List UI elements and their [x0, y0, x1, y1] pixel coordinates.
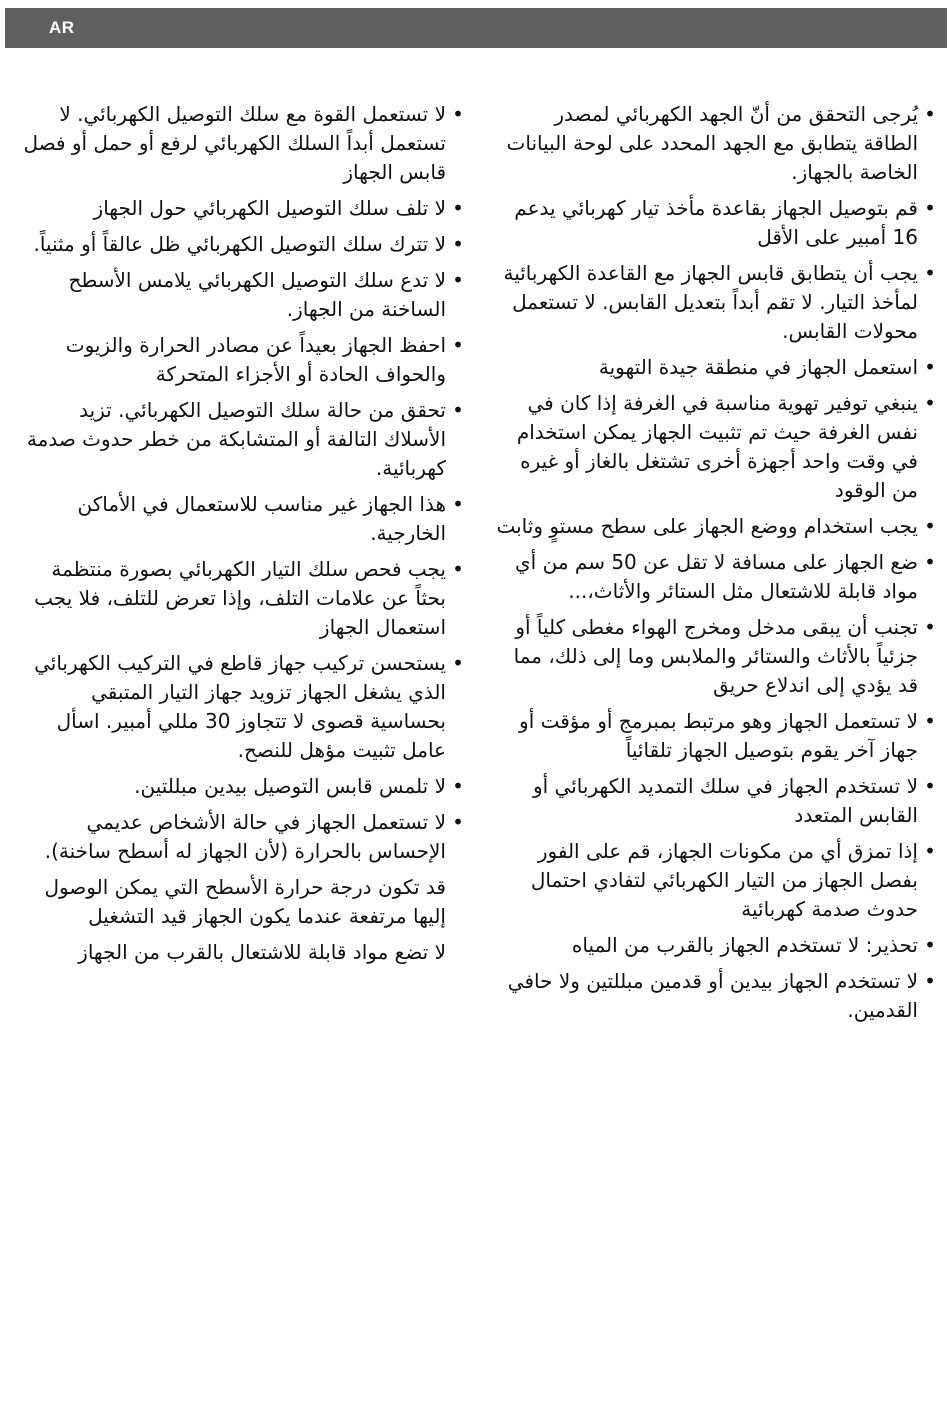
bullet-icon: • — [924, 774, 936, 798]
language-code: AR — [49, 18, 75, 37]
bullet-icon: • — [452, 774, 464, 798]
list-item — [496, 548, 936, 606]
bullet-icon: • — [924, 839, 936, 863]
bullet-icon: • — [452, 810, 464, 834]
list-item — [16, 808, 464, 866]
bullet-icon: • — [452, 196, 464, 220]
list-item-text: يُرجى التحقق من أنّ الجهد الكهربائي لمصدر الطاقة يتطابق مع الجهد المحدد على لوحة البيانات الخاصة بالجهاز. — [506, 102, 918, 184]
bullet-icon: • — [452, 492, 464, 516]
bullet-icon: • — [452, 102, 464, 126]
bullet-icon: • — [452, 557, 464, 581]
list-item-text: لا تستعمل الجهاز في حالة الأشخاص عديمي الإحساس بالحرارة (لأن الجهاز له أسطح ساخنة). — [44, 810, 446, 863]
list-item-text: ضع الجهاز على مسافة لا تقل عن 50 سم من أي مواد قابلة للاشتعال مثل الستائر والأثاث،... — [515, 550, 918, 603]
right-column — [496, 100, 936, 1032]
list-item — [496, 512, 936, 541]
list-item-text: استعمل الجهاز في منطقة جيدة التهوية — [598, 355, 918, 379]
bullet-icon: • — [452, 268, 464, 292]
list-item-text: تجنب أن يبقى مدخل ومخرج الهواء مغطى كلياً أو جزئياً بالأثاث والستائر والملابس وما إلى ذلك، مما قد يؤدي إلى اندلاع حريق — [513, 615, 918, 697]
list-item — [496, 353, 936, 382]
list-item — [16, 649, 464, 765]
bullet-icon: • — [924, 196, 936, 220]
list-item — [496, 837, 936, 924]
list-item-text: تحذير: لا تستخدم الجهاز بالقرب من المياه — [571, 933, 918, 957]
bullet-icon: • — [924, 709, 936, 733]
header-bar — [5, 8, 947, 48]
list-item-text: يجب أن يتطابق قابس الجهاز مع القاعدة الكهربائية لمأخذ التيار. لا تقم أبداً بتعديل القابس. لا تستعمل محولات القابس. — [503, 261, 918, 343]
list-item-text: لا تلمس قابس التوصيل بيدين مبللتين. — [134, 774, 446, 798]
list-item-continuation: لا تضع مواد قابلة للاشتعال بالقرب من الجهاز — [78, 940, 446, 964]
list-item-text: لا تترك سلك التوصيل الكهربائي ظل عالقاً أو مثنياً. — [33, 232, 446, 256]
list-item-text: هذا الجهاز غير مناسب للاستعمال في الأماكن الخارجية. — [77, 492, 446, 545]
bullet-icon: • — [924, 969, 936, 993]
list-item-text: لا تلف سلك التوصيل الكهربائي حول الجهاز — [93, 196, 446, 220]
bullet-icon: • — [924, 933, 936, 957]
list-item-text: احفظ الجهاز بعيداً عن مصادر الحرارة والزيوت والحواف الحادة أو الأجزاء المتحركة — [65, 333, 446, 386]
bullet-icon: • — [924, 261, 936, 285]
list-item-text: لا تستعمل الجهاز وهو مرتبط بمبرمج أو مؤقت أو جهاز آخر يقوم بتوصيل الجهاز تلقائياً — [519, 709, 918, 762]
list-item-text: ينبغي توفير تهوية مناسبة في الغرفة إذا كان في نفس الغرفة حيث تم تثبيت الجهاز يمكن استخدام في وقت واحد أجهزة أخرى تشتغل بالغاز أو غيره من الوقود — [516, 391, 918, 502]
bullet-icon: • — [924, 615, 936, 639]
list-item — [496, 967, 936, 1025]
list-item — [496, 100, 936, 187]
list-item-text: إذا تمزق أي من مكونات الجهاز، قم على الفور بفصل الجهاز من التيار الكهربائي لتفادي احتمال حدوث صدمة كهربائية — [530, 839, 918, 921]
bullet-icon: • — [924, 355, 936, 379]
list-item — [16, 100, 464, 187]
list-item — [496, 389, 936, 505]
list-item — [496, 194, 936, 252]
list-item — [16, 555, 464, 642]
bullet-icon: • — [452, 333, 464, 357]
list-item-text: قم بتوصيل الجهاز بقاعدة مأخذ تيار كهربائي يدعم 16 أمبير على الأقل — [514, 196, 918, 249]
bullet-icon: • — [924, 514, 936, 538]
list-item-text: لا تستخدم الجهاز بيدين أو قدمين مبللتين ولا حافي القدمين. — [507, 969, 918, 1022]
list-item — [16, 396, 464, 483]
list-item-text: لا تدع سلك التوصيل الكهربائي يلامس الأسطح الساخنة من الجهاز. — [68, 268, 446, 321]
bullet-icon: • — [924, 102, 936, 126]
list-item — [496, 613, 936, 700]
list-item — [496, 259, 936, 346]
list-item-text: يجب استخدام ووضع الجهاز على سطح مستوٍ وثابت — [496, 514, 918, 538]
bullet-icon: • — [452, 398, 464, 422]
list-item — [16, 230, 464, 259]
bullet-icon: • — [452, 651, 464, 675]
list-item-text: لا تستخدم الجهاز في سلك التمديد الكهربائي أو القابس المتعدد — [532, 774, 918, 827]
list-item-text: يستحسن تركيب جهاز قاطع في التركيب الكهربائي الذي يشغل الجهاز تزويد جهاز التيار المتبقي بحساسية قصوى لا تتجاوز 30 مللي أمبير. اسأل عامل تثبيت مؤهل للنصح. — [34, 651, 446, 762]
bullet-icon: • — [452, 232, 464, 256]
list-item-text: تحقق من حالة سلك التوصيل الكهربائي. تزيد الأسلاك التالفة أو المتشابكة من خطر حدوث صدمة كهربائية. — [26, 398, 446, 480]
list-item — [496, 772, 936, 830]
bullet-icon: • — [924, 550, 936, 574]
list-item — [16, 772, 464, 801]
list-item — [16, 266, 464, 324]
list-item — [16, 331, 464, 389]
list-item — [496, 707, 936, 765]
left-column — [16, 100, 464, 974]
list-item-text: يجب فحص سلك التيار الكهربائي بصورة منتظمة بحثاً عن علامات التلف، وإذا تعرض للتلف، فلا يجب استعمال الجهاز — [34, 557, 446, 639]
list-item — [16, 490, 464, 548]
list-item-text: لا تستعمل القوة مع سلك التوصيل الكهربائي. لا تستعمل أبداً السلك الكهربائي لرفع أو حمل أو فصل قابس الجهاز — [23, 102, 446, 184]
list-item — [16, 194, 464, 223]
bullet-icon: • — [924, 391, 936, 415]
list-item-continuation: قد تكون درجة حرارة الأسطح التي يمكن الوصول إليها مرتفعة عندما يكون الجهاز قيد التشغيل — [44, 875, 446, 928]
list-item — [496, 931, 936, 960]
